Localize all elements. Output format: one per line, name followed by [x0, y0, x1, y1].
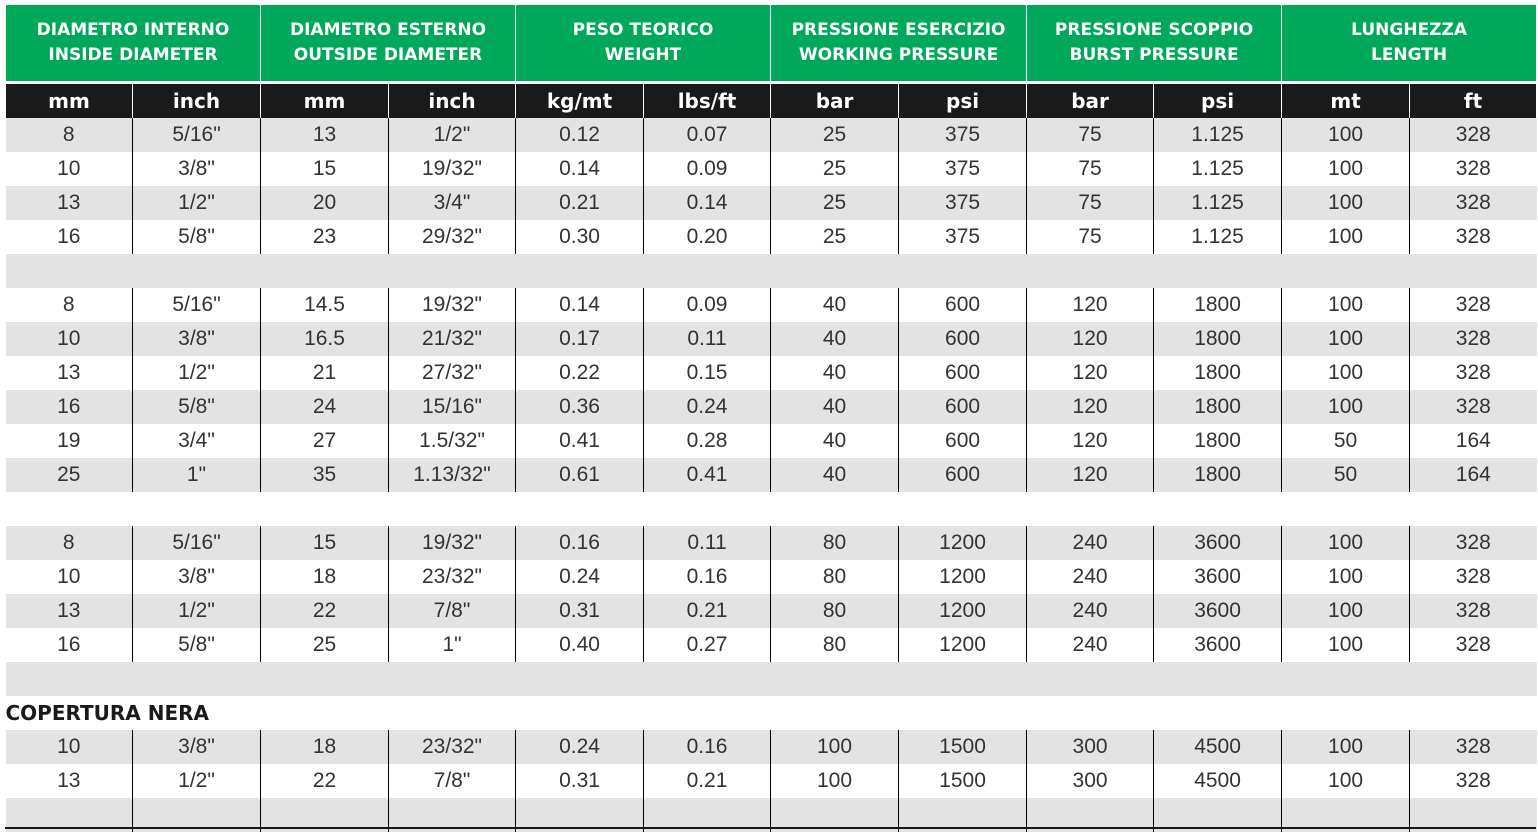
- table-row: [6, 764, 1537, 798]
- table-cell: 25: [771, 220, 899, 254]
- table-cell: 10: [6, 730, 133, 764]
- table-cell: 0.28: [644, 424, 771, 458]
- table-cell: 0.11: [644, 322, 771, 356]
- table-cell: 15/16": [389, 390, 516, 424]
- table-cell: 0.21: [644, 594, 771, 628]
- table-cell: 0.17: [516, 322, 644, 356]
- table-cell: 40: [771, 288, 899, 322]
- table-cell: 328: [1410, 730, 1537, 764]
- table-cell: 164: [1410, 458, 1537, 492]
- table-cell: 1200: [899, 594, 1027, 628]
- table-cell: 1.125: [1154, 220, 1282, 254]
- table-cell: 328: [1410, 526, 1537, 560]
- hose-spec-table: [5, 5, 1537, 832]
- table-cell: 1/2": [133, 594, 261, 628]
- table-cell: 120: [1027, 288, 1154, 322]
- table-cell: 1800: [1154, 322, 1282, 356]
- table-cell: 1/2": [389, 118, 516, 152]
- table-cell: 21/32": [389, 322, 516, 356]
- table-cell: 0.16: [644, 560, 771, 594]
- table-cell: 3/8": [133, 322, 261, 356]
- unit-header: psi: [899, 83, 1027, 119]
- table-cell: 13: [261, 118, 389, 152]
- group-spacer-row: [6, 662, 1537, 696]
- table-cell: 27/32": [389, 356, 516, 390]
- table-row: [6, 288, 1537, 322]
- table-cell: 100: [1282, 628, 1410, 662]
- table-cell: 19/32": [389, 152, 516, 186]
- group-header-weight: PESO TEORICO WEIGHT: [516, 5, 771, 83]
- table-cell: 23/32": [389, 560, 516, 594]
- table-cell: 0.41: [644, 458, 771, 492]
- table-cell: 75: [1027, 186, 1154, 220]
- table-cell: 375: [899, 152, 1027, 186]
- section-label-row: [6, 696, 1537, 730]
- table-cell: 5/16": [133, 118, 261, 152]
- table-cell: 0.22: [516, 356, 644, 390]
- table-cell: 4500: [1154, 764, 1282, 798]
- table-cell: 100: [1282, 288, 1410, 322]
- table-cell: 1200: [899, 628, 1027, 662]
- table-cell: 10: [6, 152, 133, 186]
- table-cell: 10: [6, 322, 133, 356]
- table-cell: 328: [1410, 628, 1537, 662]
- table-cell: 13: [6, 764, 133, 798]
- table-cell: 22: [261, 594, 389, 628]
- table-cell: 120: [1027, 424, 1154, 458]
- table-cell: 21: [261, 356, 389, 390]
- table-cell: 328: [1410, 356, 1537, 390]
- table-cell: 300: [1027, 764, 1154, 798]
- table-cell: 5/16": [133, 288, 261, 322]
- table-cell: 4500: [1154, 730, 1282, 764]
- table-cell: 328: [1410, 322, 1537, 356]
- table-cell: 0.24: [644, 390, 771, 424]
- table-cell: 23: [261, 220, 389, 254]
- table-cell: 328: [1410, 390, 1537, 424]
- table-cell: 75: [1027, 220, 1154, 254]
- table-cell: 40: [771, 322, 899, 356]
- table-row: [6, 356, 1537, 390]
- table-cell: 40: [771, 356, 899, 390]
- table-cell: 23/32": [389, 730, 516, 764]
- table-cell: 1/2": [133, 186, 261, 220]
- table-cell: 14.5: [261, 288, 389, 322]
- table-cell: 24: [261, 390, 389, 424]
- table-cell: 0.11: [644, 526, 771, 560]
- table-cell: 100: [1282, 152, 1410, 186]
- table-cell: 100: [1282, 594, 1410, 628]
- group-spacer-row: [6, 492, 1537, 526]
- table-cell: 27: [261, 424, 389, 458]
- table-cell: 15: [261, 152, 389, 186]
- table-cell: 16: [6, 390, 133, 424]
- table-cell: 3/8": [133, 152, 261, 186]
- table-cell: 40: [771, 458, 899, 492]
- table-cell: 16.5: [261, 322, 389, 356]
- table-cell: 3/4": [133, 424, 261, 458]
- table-cell: 600: [899, 390, 1027, 424]
- table-row: [6, 458, 1537, 492]
- table-cell: 0.14: [516, 288, 644, 322]
- table-cell: 375: [899, 118, 1027, 152]
- table-cell: 328: [1410, 288, 1537, 322]
- table-cell: 375: [899, 220, 1027, 254]
- table-cell: 0.40: [516, 628, 644, 662]
- table-cell: 0.31: [516, 594, 644, 628]
- table-cell: 8: [6, 526, 133, 560]
- table-cell: 25: [771, 118, 899, 152]
- table-cell: 300: [1027, 730, 1154, 764]
- table-cell: 3/8": [133, 560, 261, 594]
- spacer-cell: [6, 662, 1537, 696]
- table-cell: 3600: [1154, 628, 1282, 662]
- table-row: [6, 152, 1537, 186]
- unit-header: mm: [6, 83, 133, 119]
- table-cell: 0.12: [516, 118, 644, 152]
- table-cell: 120: [1027, 390, 1154, 424]
- table-cell: 100: [771, 764, 899, 798]
- table-cell: 120: [1027, 356, 1154, 390]
- table-cell: 16: [6, 220, 133, 254]
- table-row: [6, 220, 1537, 254]
- table-cell: 1/2": [133, 764, 261, 798]
- table-cell: 0.24: [516, 560, 644, 594]
- table-cell: 600: [899, 356, 1027, 390]
- table-cell: 20: [261, 186, 389, 220]
- table-cell: 50: [1282, 424, 1410, 458]
- table-row: [6, 730, 1537, 764]
- section-label: COPERTURA NERA: [6, 696, 1537, 730]
- table-row: [6, 628, 1537, 662]
- table-cell: 0.24: [516, 730, 644, 764]
- spacer-cell: [6, 492, 1537, 526]
- table-cell: 600: [899, 322, 1027, 356]
- table-cell: 3/8": [133, 730, 261, 764]
- table-cell: 375: [899, 186, 1027, 220]
- table-cell: 328: [1410, 594, 1537, 628]
- table-cell: 3600: [1154, 526, 1282, 560]
- table-cell: 1.125: [1154, 118, 1282, 152]
- table-cell: 100: [1282, 764, 1410, 798]
- table-cell: 7/8": [389, 764, 516, 798]
- table-cell: 5/8": [133, 628, 261, 662]
- table-cell: 100: [1282, 730, 1410, 764]
- group-header-length: LUNGHEZZA LENGTH: [1282, 5, 1537, 83]
- table-cell: 40: [771, 424, 899, 458]
- table-cell: 75: [1027, 152, 1154, 186]
- table-cell: 25: [6, 458, 133, 492]
- unit-header: ft: [1410, 83, 1537, 119]
- table-cell: 100: [771, 730, 899, 764]
- table-cell: 1800: [1154, 390, 1282, 424]
- table-row: [6, 322, 1537, 356]
- table-cell: 328: [1410, 560, 1537, 594]
- table-cell: 328: [1410, 186, 1537, 220]
- table-cell: 18: [261, 730, 389, 764]
- unit-header: bar: [1027, 83, 1154, 119]
- table-cell: 13: [6, 356, 133, 390]
- table-row: [6, 118, 1537, 152]
- table-cell: 1500: [899, 764, 1027, 798]
- unit-header: inch: [133, 83, 261, 119]
- table-cell: 80: [771, 628, 899, 662]
- table-cell: 100: [1282, 560, 1410, 594]
- table-cell: 328: [1410, 220, 1537, 254]
- table-cell: 1": [133, 458, 261, 492]
- table-cell: 15: [261, 526, 389, 560]
- table-cell: 0.36: [516, 390, 644, 424]
- table-cell: 1800: [1154, 424, 1282, 458]
- table-cell: 1.125: [1154, 186, 1282, 220]
- table-cell: 328: [1410, 764, 1537, 798]
- table-cell: 1200: [899, 526, 1027, 560]
- table-cell: 0.09: [644, 288, 771, 322]
- table-cell: 50: [1282, 458, 1410, 492]
- table-bottom-rule: [5, 827, 1536, 829]
- table-cell: 25: [771, 152, 899, 186]
- table-cell: 5/8": [133, 390, 261, 424]
- table-row: [6, 424, 1537, 458]
- table-cell: 120: [1027, 458, 1154, 492]
- table-row: [6, 390, 1537, 424]
- table-cell: 600: [899, 424, 1027, 458]
- table-cell: 0.61: [516, 458, 644, 492]
- table-cell: 19/32": [389, 526, 516, 560]
- table-cell: 0.41: [516, 424, 644, 458]
- table-cell: 1800: [1154, 356, 1282, 390]
- table-cell: 80: [771, 594, 899, 628]
- table-cell: 164: [1410, 424, 1537, 458]
- table-cell: 0.15: [644, 356, 771, 390]
- table-cell: 3600: [1154, 594, 1282, 628]
- table-cell: 40: [771, 390, 899, 424]
- table-row: [6, 560, 1537, 594]
- table-cell: 0.21: [644, 764, 771, 798]
- table-cell: 100: [1282, 356, 1410, 390]
- table-cell: 5/16": [133, 526, 261, 560]
- table-cell: 328: [1410, 152, 1537, 186]
- unit-header: lbs/ft: [644, 83, 771, 119]
- table-cell: 600: [899, 288, 1027, 322]
- table-cell: 100: [1282, 186, 1410, 220]
- table-cell: 600: [899, 458, 1027, 492]
- table-cell: 19: [6, 424, 133, 458]
- table-cell: 0.30: [516, 220, 644, 254]
- table-row: [6, 186, 1537, 220]
- group-header-burst-pressure: PRESSIONE SCOPPIO BURST PRESSURE: [1027, 5, 1282, 83]
- table-cell: 13: [6, 594, 133, 628]
- table-cell: 80: [771, 526, 899, 560]
- table-cell: 1800: [1154, 288, 1282, 322]
- table-cell: 13: [6, 186, 133, 220]
- unit-header: mm: [261, 83, 389, 119]
- unit-header: kg/mt: [516, 83, 644, 119]
- table-cell: 0.14: [516, 152, 644, 186]
- table-cell: 1800: [1154, 458, 1282, 492]
- table-cell: 328: [1410, 118, 1537, 152]
- table-cell: 240: [1027, 594, 1154, 628]
- table-cell: 240: [1027, 628, 1154, 662]
- table-row: [6, 594, 1537, 628]
- table-cell: 0.09: [644, 152, 771, 186]
- table-cell: 0.14: [644, 186, 771, 220]
- table-cell: 1/2": [133, 356, 261, 390]
- table-cell: 8: [6, 288, 133, 322]
- table-cell: 80: [771, 560, 899, 594]
- table-cell: 5/8": [133, 220, 261, 254]
- table-cell: 1.125: [1154, 152, 1282, 186]
- table-cell: 1.13/32": [389, 458, 516, 492]
- group-header-working-pressure: PRESSIONE ESERCIZIO WORKING PRESSURE: [771, 5, 1027, 83]
- unit-header: bar: [771, 83, 899, 119]
- table-cell: 100: [1282, 220, 1410, 254]
- table-cell: 100: [1282, 390, 1410, 424]
- unit-header: psi: [1154, 83, 1282, 119]
- table-cell: 35: [261, 458, 389, 492]
- group-header-outside-diameter: DIAMETRO ESTERNO OUTSIDE DIAMETER: [261, 5, 516, 83]
- group-header-row: [6, 5, 1537, 83]
- table-cell: 75: [1027, 118, 1154, 152]
- table-row: [6, 526, 1537, 560]
- table-cell: 25: [261, 628, 389, 662]
- group-spacer-row: [6, 254, 1537, 288]
- table-cell: 0.21: [516, 186, 644, 220]
- group-header-inside-diameter: DIAMETRO INTERNO INSIDE DIAMETER: [6, 5, 261, 83]
- table-cell: 0.31: [516, 764, 644, 798]
- table-cell: 1": [389, 628, 516, 662]
- table-cell: 22: [261, 764, 389, 798]
- unit-header-row: [6, 83, 1537, 119]
- table-cell: 25: [771, 186, 899, 220]
- table-cell: 100: [1282, 322, 1410, 356]
- table-cell: 1500: [899, 730, 1027, 764]
- table-cell: 16: [6, 628, 133, 662]
- table-cell: 1.5/32": [389, 424, 516, 458]
- table-cell: 18: [261, 560, 389, 594]
- table-cell: 240: [1027, 526, 1154, 560]
- table-cell: 240: [1027, 560, 1154, 594]
- table-cell: 10: [6, 560, 133, 594]
- table-cell: 3600: [1154, 560, 1282, 594]
- unit-header: inch: [389, 83, 516, 119]
- table-cell: 1200: [899, 560, 1027, 594]
- table-cell: 19/32": [389, 288, 516, 322]
- table-cell: 100: [1282, 526, 1410, 560]
- table-cell: 8: [6, 118, 133, 152]
- unit-header: mt: [1282, 83, 1410, 119]
- table-cell: 7/8": [389, 594, 516, 628]
- table-cell: 120: [1027, 322, 1154, 356]
- spacer-cell: [6, 254, 1537, 288]
- table-cell: 0.20: [644, 220, 771, 254]
- table-cell: 0.16: [516, 526, 644, 560]
- table-cell: 0.16: [644, 730, 771, 764]
- table-cell: 3/4": [389, 186, 516, 220]
- table-cell: 29/32": [389, 220, 516, 254]
- table-cell: 100: [1282, 118, 1410, 152]
- table-cell: 0.07: [644, 118, 771, 152]
- table-body: [6, 118, 1537, 832]
- table-cell: 0.27: [644, 628, 771, 662]
